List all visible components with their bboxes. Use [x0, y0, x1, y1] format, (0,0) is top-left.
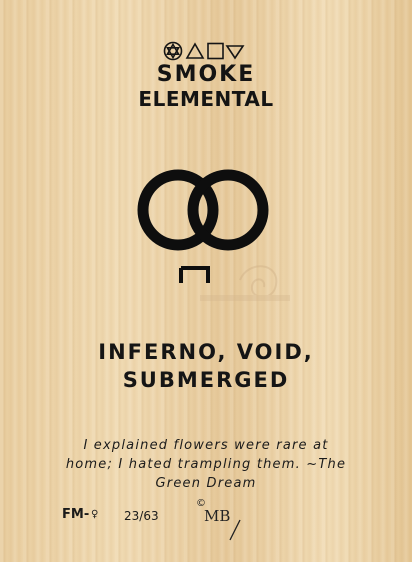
copyright-icon: © — [196, 498, 206, 509]
right-ring — [193, 175, 263, 245]
hexagram-in-circle-icon — [165, 43, 182, 60]
square-icon — [208, 44, 223, 59]
venus-icon: ♀ — [91, 509, 99, 520]
collector-number: 23/63 — [124, 509, 159, 523]
flavor-line1: I explained flowers were rare at — [83, 438, 329, 453]
triangle-icon — [187, 44, 203, 58]
keywords — [0, 338, 412, 394]
set-code: FM- — [62, 507, 90, 522]
artist-initials: MB — [204, 507, 231, 525]
keywords-line1: INFERNO, VOID, — [98, 340, 314, 364]
element-symbols — [163, 41, 249, 61]
flavor-line3: Green Dream — [155, 476, 257, 491]
watermark-swirl — [190, 250, 300, 320]
card-title-line2: ELEMENTAL — [138, 87, 274, 111]
card-title-line1: SMOKE — [156, 62, 256, 87]
down-triangle-icon — [227, 46, 243, 58]
flavor-line2: home; I hated trampling them. ~The — [65, 457, 347, 472]
keywords-line2: SUBMERGED — [122, 368, 290, 392]
artist-signature-stroke — [196, 500, 246, 542]
flavor-text — [50, 436, 362, 493]
